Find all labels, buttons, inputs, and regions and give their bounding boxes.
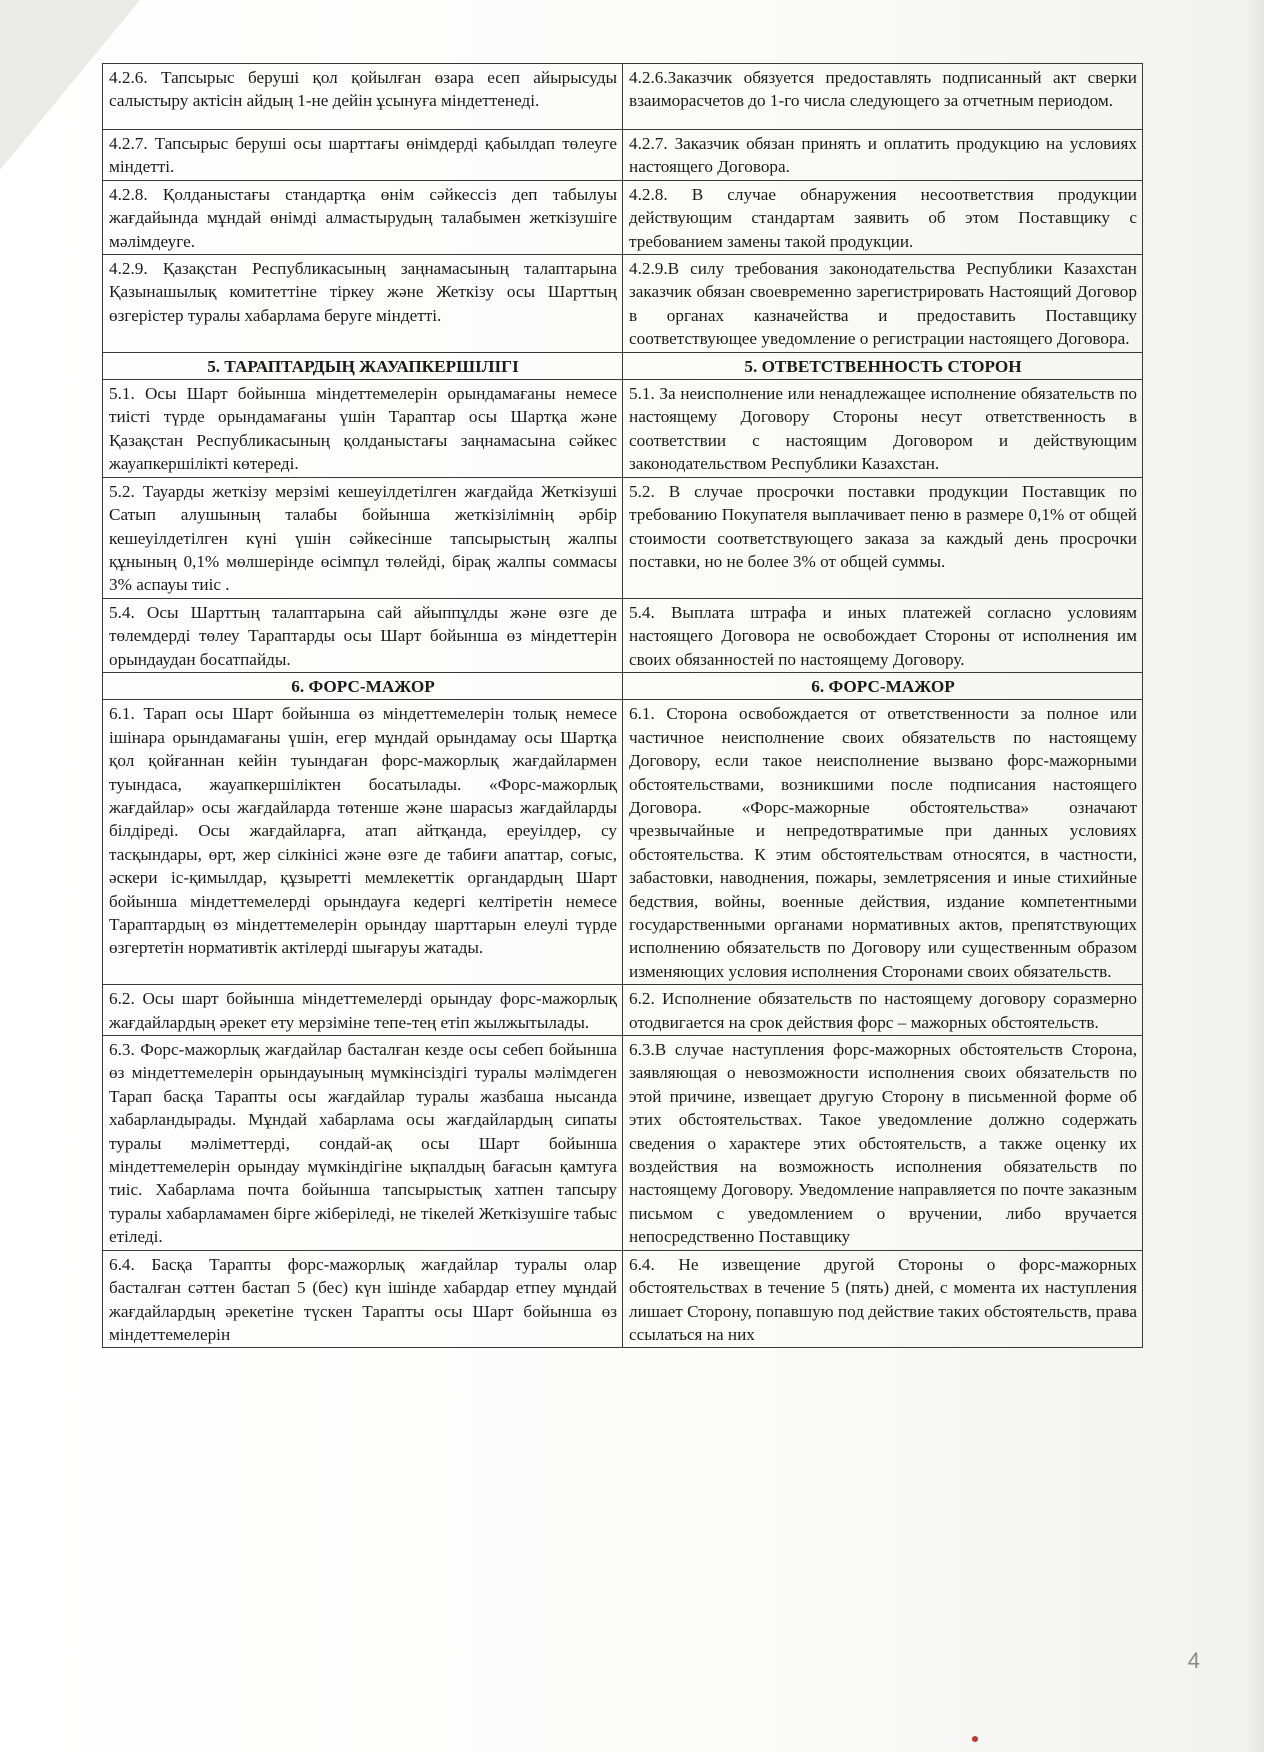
table-row [103, 380, 1143, 478]
kazakh-cell: 6.4. Басқа Тарапты форс-мажорлық жағдайлар туралы олар басталған сәттен бастап 5 (бес) күн ішінде хабардар етпеу мұндай жағдайлардың әрекетіне түскен Тарапты осы Шарт бойынша өз міндеттемелерін [103, 1250, 623, 1348]
table-row [103, 700, 1143, 985]
russian-cell: 6.3.В случае наступления форс-мажорных обстоятельств Сторона, заявляющая о невозможности исполнения своих обязательств по этой причине, извещает другую Сторону в письменной форме об этих обстоятельствах. Такое уведомление должно содержать сведения о характере этих обстоятельств, а также оценку их воздействия на возможность исполнения обязательств по настоящему Договору. Уведомление направляется по почте заказным письмом с уведомлением о вручении, либо вручается непосредственно Поставщику [623, 1036, 1143, 1251]
kazakh-cell: 4.2.8. Қолданыстағы стандартқа өнім сәйкессіз деп табылуы жағдайында мұндай өнімді алмастырудың талабымен жеткізушіге мәлімдеуге. [103, 180, 623, 254]
table-row [103, 985, 1143, 1036]
table-row [103, 598, 1143, 672]
section-heading-ru: 5. ОТВЕТСТВЕННОСТЬ СТОРОН [623, 352, 1143, 379]
section-header-row [103, 672, 1143, 699]
table-row [103, 130, 1143, 181]
russian-cell: 6.1. Сторона освобождается от ответственности за полное или частичное неисполнение своих обязательств по настоящему Договору, если такое неисполнение вызвано форс-мажорными обстоятельствами, возникшими после подписания настоящего Договора. «Форс-мажорные обстоятельства» означают чрезвычайные и непредотвратимые при данных условиях обстоятельства. К этим обстоятельствам относятся, в частности, забастовки, наводнения, пожары, землетрясения и иные стихийные бедствия, войны, военные действия, издание компетентными государственными органами нормативных актов, препятствующих исполнению обязательств по Договору или существенным образом изменяющих условия исполнения Сторонами своих обязательств. [623, 700, 1143, 985]
kazakh-cell: 6.3. Форс-мажорлық жағдайлар басталған кезде осы себеп бойынша өз міндеттемелерін орындауының мүмкінсіздігі туралы мәлімдеген Тарап басқа Тарапты осы жағдайлар туралы жазбаша нысанда хабарландырады. Мұндай хабарлама осы жағдайлардың сипаты туралы мәліметтерді, сондай-ақ осы Шарт бойынша міндеттемелерін орындау мүмкіндігіне ықпалдың бағасын қамтуға тиіс. Хабарлама почта бойынша тапсырыстық хатпен тапсыру туралы хабарламамен бірге жіберіледі, не тікелей Жеткізушіге табыс етіледі. [103, 1036, 623, 1251]
table-row [103, 1250, 1143, 1348]
russian-cell: 6.4. Не извещение другой Стороны о форс-мажорных обстоятельствах в течение 5 (пять) дней, с момента их наступления лишает Сторону, попавшую под действие таких обстоятельств, права ссылаться на них [623, 1250, 1143, 1348]
kazakh-cell: 4.2.6. Тапсырыс беруші қол қойылған өзара есеп айырысуды салыстыру актісін айдың 1-не дейін ұсынуға міндеттенеді. [103, 64, 623, 130]
kazakh-cell: 5.2. Тауарды жеткізу мерзімі кешеуілдетілген жағдайда Жеткізуші Сатып алушының талабы бойынша жеткізілімнің әрбір кешеуілдетілген күні үшін сәйкесінше тапсырыстың жалпы құнының 0,1% мөлшерінде өсімпұл төлейді, бірақ жалпы соммасы 3% аспауы тиіс . [103, 477, 623, 598]
russian-cell: 5.2. В случае просрочки поставки продукции Поставщик по требованию Покупателя выплачивает пеню в размере 0,1% от общей стоимости соответствующего заказа за каждый день просрочки поставки, но не более 3% от общей суммы. [623, 477, 1143, 598]
section-header-row [103, 352, 1143, 379]
kazakh-cell: 4.2.9. Қазақстан Республикасының заңнамасының талаптарына Қазынашылық комитеттіне тіркеу және Жеткізу осы Шарттың өзгерістер туралы хабарлама беруге міндетті. [103, 255, 623, 353]
russian-cell: 4.2.7. Заказчик обязан принять и оплатить продукцию на условиях настоящего Договора. [623, 130, 1143, 181]
russian-cell: 6.2. Исполнение обязательств по настоящему договору соразмерно отодвигается на срок действия форс – мажорных обстоятельств. [623, 985, 1143, 1036]
russian-cell: 4.2.8. В случае обнаружения несоответствия продукции действующим стандартам заявить об этом Поставщику с требованием замены такой продукции. [623, 180, 1143, 254]
table-row [103, 477, 1143, 598]
russian-cell: 4.2.6.Заказчик обязуется предоставлять подписанный акт сверки взаиморасчетов до 1-го числа следующего за отчетным периодом. [623, 64, 1143, 130]
russian-cell: 5.1. За неисполнение или ненадлежащее исполнение обязательств по настоящему Договору Стороны несут ответственность в соответствии с настоящим Договором и действующим законодательством Республики Казахстан. [623, 380, 1143, 478]
table-row [103, 180, 1143, 254]
table-row [103, 255, 1143, 353]
table-row [103, 1036, 1143, 1251]
section-heading-kk: 6. ФОРС-МАЖОР [103, 672, 623, 699]
section-heading-ru: 6. ФОРС-МАЖОР [623, 672, 1143, 699]
russian-cell: 5.4. Выплата штрафа и иных платежей согласно условиям настоящего Договора не освобождает Стороны от исполнения им своих обязанностей по настоящему Договору. [623, 598, 1143, 672]
kazakh-cell: 4.2.7. Тапсырыс беруші осы шарттағы өнімдерді қабылдап төлеуге міндетті. [103, 130, 623, 181]
kazakh-cell: 5.1. Осы Шарт бойынша міндеттемелерін орындамағаны немесе тиісті түрде орындамағаны үшін Тараптар осы Шартқа және Қазақстан Республикасының қолданыстағы заңнамасына сәйкес жауапкершілікті көтереді. [103, 380, 623, 478]
section-heading-kk: 5. ТАРАПТАРДЫҢ ЖАУАПКЕРШІЛІГІ [103, 352, 623, 379]
ink-mark [972, 1736, 978, 1742]
kazakh-cell: 6.1. Тарап осы Шарт бойынша өз міндеттемелерін толық немесе ішінара орындамағаны үшін, егер мұндай орындамау осы Шартқа қол қойғаннан кейін туындаған форс-мажорлық жағдайлармен туындаса, жауапкершіліктен босатылады. «Форс-мажорлық жағдайлар» осы жағдайларда төтенше және шарасыз жағдайларды білдіреді. Осы жағдайларға, атап айтқанда, ереуілдер, су тасқындары, өрт, жер сілкінісі және өзге де табиғи апаттар, соғыс, әскери іс-қимылдар, құзыретті мемлекеттік органдардың Шарт бойынша міндеттемелерді орындауға кедергі келтіретін немесе Тараптардың өз міндеттемелерін орындау шарттарын елеулі түрде өзгертетін нормативтік актілерді шығаруы жатады. [103, 700, 623, 985]
kazakh-cell: 5.4. Осы Шарттың талаптарына сай айыппұлды және өзге де төлемдерді төлеу Тараптарды осы Шарт бойынша өз міндеттерін орындаудан босатпайды. [103, 598, 623, 672]
page-number: 4 [1187, 1648, 1200, 1673]
kazakh-cell: 6.2. Осы шарт бойынша міндеттемелерді орындау форс-мажорлық жағдайлардың әрекет ету мерзіміне тепе-тең етіп жылжытылады. [103, 985, 623, 1036]
scan-edge-shadow [1246, 0, 1264, 1752]
contract-table [102, 63, 1143, 1348]
russian-cell: 4.2.9.В силу требования законодательства Республики Казахстан заказчик обязан своевременно зарегистрировать Настоящий Договор в органах казначейства и предоставить Поставщику соответствующее уведомление о регистрации настоящего Договора. [623, 255, 1143, 353]
table-row [103, 64, 1143, 130]
